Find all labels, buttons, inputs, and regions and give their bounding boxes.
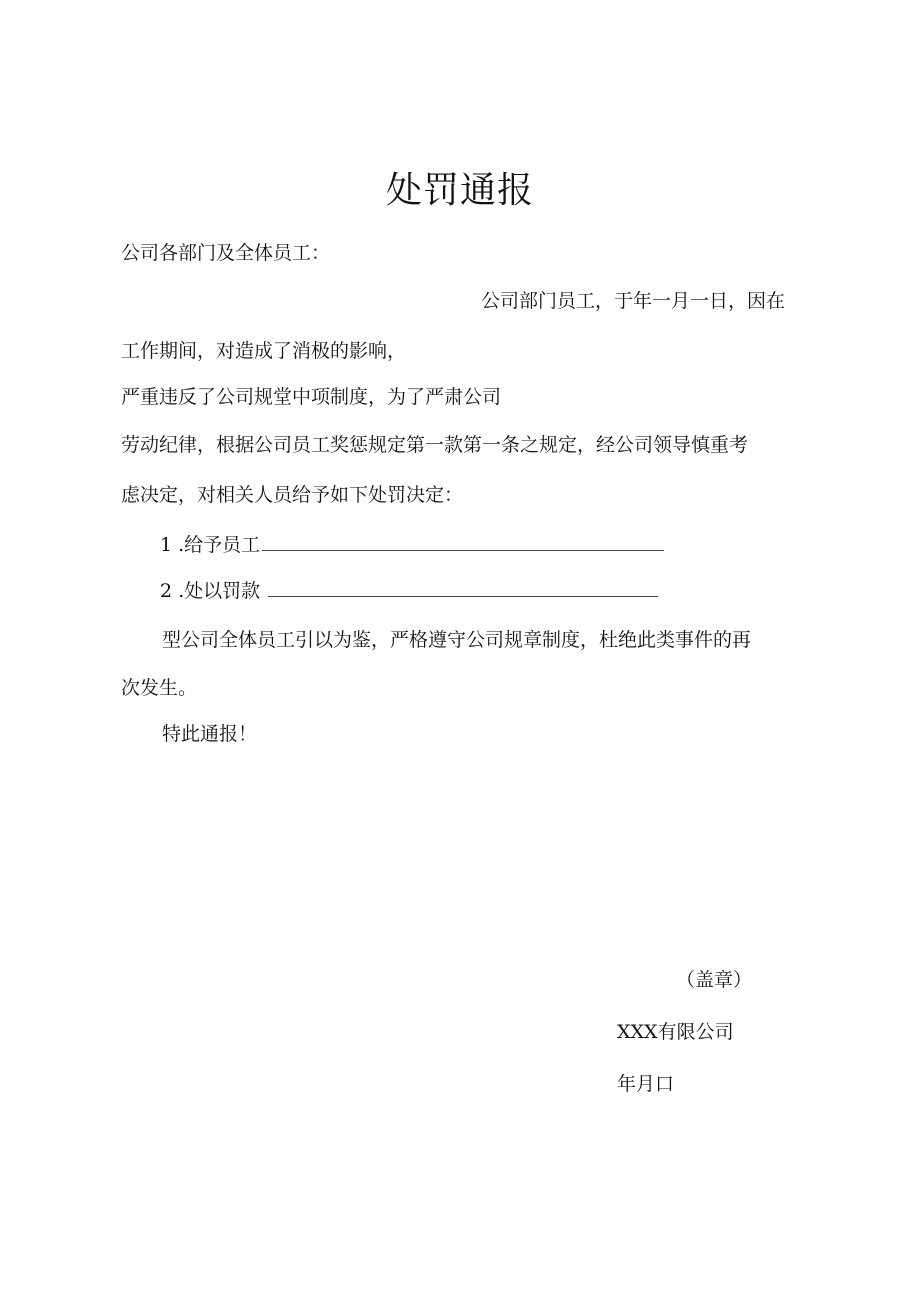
document-title: 处罚通报 (385, 170, 534, 211)
body-line-1: 公司部门员工，于年一月一日，因在 (481, 290, 786, 312)
item-2 (160, 576, 658, 605)
item-1-blank-line (262, 530, 664, 551)
closing-line-1: 型公司全体员工引以为鉴，严格遵守公司规章制度，杜绝此类事件的再 (162, 629, 752, 651)
body-line-5: 虑决定，对相关人员给予如下处罚决定： (121, 484, 464, 506)
signature-date: 年月口 (617, 1073, 675, 1095)
company-name: XXX有限公司 (617, 1021, 734, 1043)
body-line-4: 劳动纪律，根据公司员工奖惩规定第一款第一条之规定，经公司领导慎重考 (121, 434, 749, 456)
item-2-blank-line (268, 576, 658, 597)
item-1 (160, 530, 664, 559)
body-line-3: 严重违反了公司规堂中项制度，为了严肃公司 (121, 386, 502, 408)
item-2-label: 2 .处以罚款 (160, 580, 261, 602)
closing-line-2: 次发生。 (121, 677, 198, 699)
item-1-label: 1 .给予员工 (160, 534, 261, 556)
salutation: 公司各部门及全体员工： (121, 242, 331, 264)
special-notice: 特此通报！ (162, 723, 258, 745)
body-line-2: 工作期间，对造成了消极的影响， (121, 340, 407, 362)
seal-placeholder: （盖章） (676, 969, 753, 991)
